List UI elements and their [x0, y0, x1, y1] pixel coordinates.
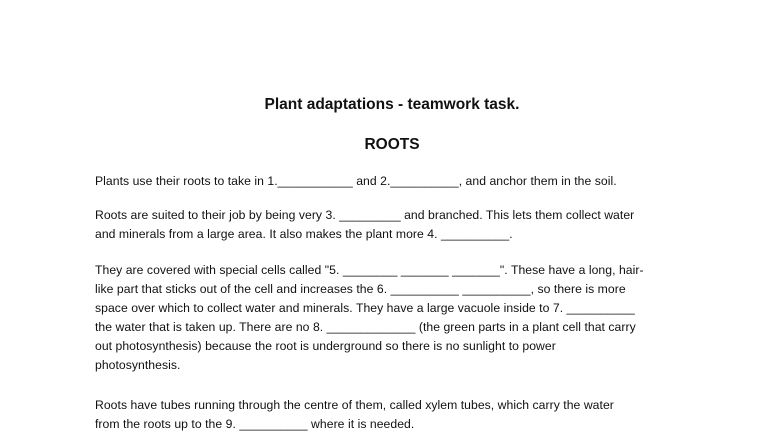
paragraph-line: Roots have tubes running through the centre of them, called xylem tubes, which carry the water — [95, 398, 614, 412]
paragraph-line: out photosynthesis) because the root is underground so there is no sunlight to power — [95, 339, 556, 353]
document-title: Plant adaptations - teamwork task. — [264, 96, 520, 113]
paragraph-line: Roots are suited to their job by being very 3. _________ and branched. This lets them collect water — [95, 208, 635, 222]
paragraph-line: They are covered with special cells called "5. ________ _______ _______". These have a long, hair- — [95, 263, 644, 277]
paragraph-line: like part that sticks out of the cell and increases the 6. __________ __________, so there is more — [95, 282, 626, 296]
paragraph-line: from the roots up to the 9. __________ where it is needed. — [95, 417, 415, 431]
paragraph-roots-shape — [95, 206, 700, 244]
paragraph-root-hair-cells — [95, 261, 700, 375]
paragraph-roots-intake — [95, 172, 700, 191]
paragraph-line: the water that is taken up. There are no 8. _____________ (the green parts in a plant cell that carry — [95, 320, 636, 334]
paragraph-line: space over which to collect water and minerals. They have a large vacuole inside to 7. __________ — [95, 301, 635, 315]
paragraph-xylem-tubes — [95, 396, 700, 434]
section-heading-roots: ROOTS — [364, 136, 420, 153]
paragraph-line: and minerals from a large area. It also makes the plant more 4. __________. — [95, 227, 513, 241]
paragraph-line: Plants use their roots to take in 1.___________ and 2.__________, and anchor them in the soil. — [95, 174, 617, 188]
paragraph-line: photosynthesis. — [95, 358, 181, 372]
